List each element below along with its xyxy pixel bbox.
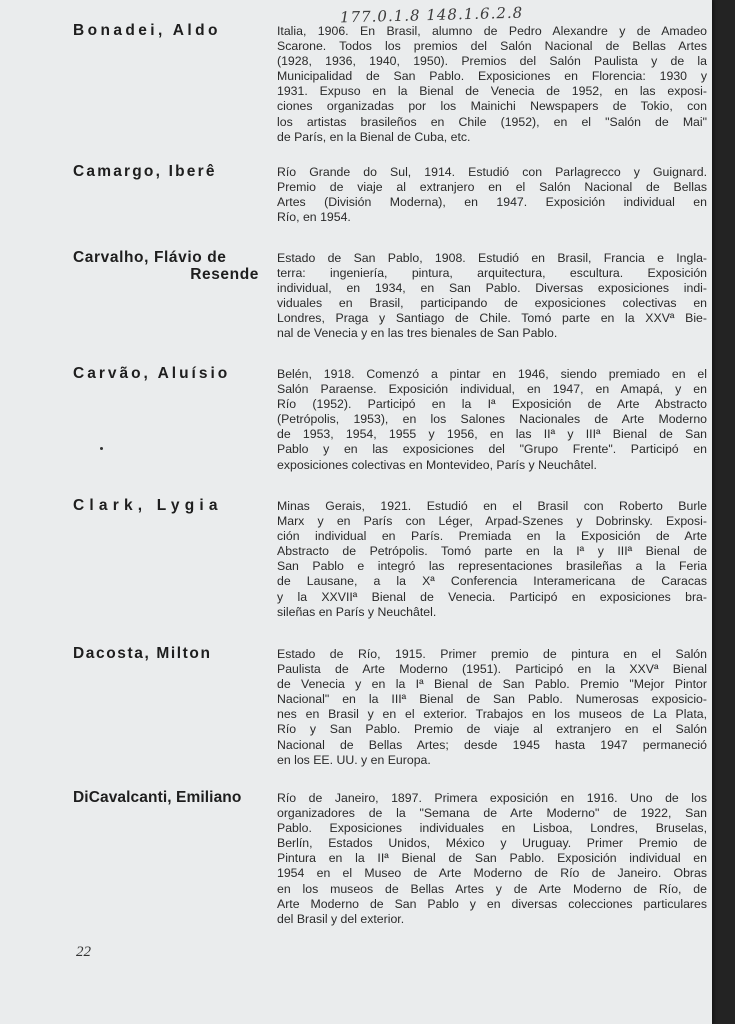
biography-line: nal de Venecia y en las tres bienales de San Pablo. [277, 326, 558, 341]
biography-line: de Lausane, a la Xª Conferencia Interamericana de Caracas [277, 574, 707, 589]
biography-line: Abstracto de Petrópolis. Tomó parte en la Iª y IIIª Bienal de [277, 544, 707, 559]
biography-line: en los EE. UU. y en Europa. [277, 752, 431, 767]
biography-line: 1931. Expuso en la Bienal de Venecia de 1952, en las exposi- [277, 84, 707, 99]
biography-line: Berlín, Estados Unidos, México y Uruguay. Primer Premio de [277, 836, 707, 851]
artist-name-line: Camargo, Iberê [73, 163, 217, 180]
artist-name [73, 645, 259, 662]
biography-line: Río, en 1954. [277, 210, 351, 225]
biography-line: Río Grande do Sul, 1914. Estudió con Parlagrecco y Guignard. [277, 165, 707, 179]
page-number: 22 [76, 944, 91, 960]
artist-name-line: Carvalho, Flávio de [73, 249, 227, 266]
biography-line: Estado de Río, 1915. Primer premio de pintura en el Salón [277, 647, 707, 661]
artist-name [73, 249, 259, 283]
biography-line: de 1953, 1954, 1955 y 1956, en las IIª y IIIª Bienal de San [277, 427, 707, 442]
artist-name [73, 497, 259, 514]
artist-biography [277, 367, 707, 473]
biography-line: (Petrópolis, 1953), en los Salones Nacionales de Arte Moderno [277, 412, 707, 427]
biography-line: nes en Brasil y en el exterior. Trabajos en los museos de La Plata, [277, 707, 707, 722]
artist-biography [277, 791, 707, 927]
biography-line: Artes (División Moderna), en 1947. Exposición individual en [277, 195, 707, 210]
biography-line: Arte Moderno de San Pablo y en diversas colecciones particulares [277, 896, 707, 911]
biography-line: en los museos de Bellas Artes y de Arte Moderno de Río, de [277, 881, 707, 896]
biography-line: 1954 en el Museo de Arte Moderno de Río de Janeiro. Obras [277, 866, 707, 881]
artist-biography [277, 165, 707, 225]
artist-name [73, 163, 259, 180]
biography-line: Belén, 1918. Comenzó a pintar en 1946, siendo premiado en el [277, 367, 707, 381]
biography-line: de Venecia y en la Iª Bienal de San Pablo. Premio "Mejor Pintor [277, 677, 707, 692]
biography-line: Nacional" en la IIIª Bienal de San Pablo. Numerosas exposicio- [277, 692, 707, 707]
artist-biography [277, 251, 707, 342]
biography-line: exposiciones colectivas en Montevideo, París y Neuchâtel. [277, 457, 597, 472]
biography-line: Marx y en París con Léger, Arpad-Szenes y Dobrinsky. Exposi- [277, 514, 707, 529]
artist-biography [277, 24, 707, 145]
biography-line: Río de Janeiro, 1897. Primera exposición en 1916. Uno de los [277, 791, 707, 805]
biography-line: ciones organizadas por los Mainichi Newspapers de Tokio, con [277, 99, 707, 114]
artist-name-line: Clark, Lygia [73, 497, 223, 514]
biography-line: organizadores de la "Semana de Arte Moderno" de 1922, San [277, 806, 707, 821]
artist-biography [277, 647, 707, 768]
biography-line: terra: ingeniería, pintura, arquitectura, escultura. Exposición [277, 266, 707, 281]
biography-line: Italia, 1906. En Brasil, alumno de Pedro Alexandre y de Amadeo [277, 24, 707, 38]
biography-line: viduales en Brasil, participando de exposiciones colectivas en [277, 296, 707, 311]
biography-line: Pintura en la IIª Bienal de San Pablo. Exposición individual en [277, 851, 707, 866]
biography-line: Municipalidad de San Pablo. Exposiciones en Florencia: 1930 y [277, 69, 707, 84]
biography-line: de París, en la Bienal de Cuba, etc. [277, 129, 471, 144]
biography-line: ción individual en París. Premiada en la Exposición de Arte [277, 529, 707, 544]
biography-line: Nacional de Bellas Artes; desde 1945 hasta 1947 permaneció [277, 737, 707, 752]
biography-line: Río (1952). Participó en la Iª Exposición de Arte Abstracto [277, 397, 707, 412]
artist-biography [277, 499, 707, 620]
biography-line: individual, en 1934, en San Pablo. Diversas exposiciones indi- [277, 281, 707, 296]
biography-line: (1928, 1936, 1940, 1950). Premios del Salón Paulista y de la [277, 54, 707, 69]
artist-name-line: Bonadei, Aldo [73, 22, 221, 39]
artist-name-line: Dacosta, Milton [73, 645, 212, 662]
biography-line: Paulista de Arte Moderno (1951). Participó en la XXVª Bienal [277, 662, 707, 677]
biography-line: Río y San Pablo. Premio de viaje al extranjero en el Salón [277, 722, 707, 737]
biography-line: Minas Gerais, 1921. Estudió en el Brasil con Roberto Burle [277, 499, 707, 513]
biography-line: sileñas en París y Neuchâtel. [277, 604, 437, 619]
biography-line: Estado de San Pablo, 1908. Estudió en Brasil, Francia e Ingla- [277, 251, 707, 265]
artist-name [73, 789, 259, 806]
biography-line: los artistas brasileños en Chile (1952), en el "Salón de Mai" [277, 114, 707, 129]
artist-name-line: Resende [190, 266, 259, 283]
biography-line: Salón Paraense. Exposición individual, en 1947, en Amapá, y en [277, 382, 707, 397]
biography-line: San Pablo e integró las representaciones brasileñas a la Feria [277, 559, 707, 574]
biography-line: Pablo y en las exposiciones del "Grupo Frente". Participó en [277, 442, 707, 457]
artist-name [73, 365, 259, 382]
biography-line: Premio de viaje al extranjero en el Salón Nacional de Bellas [277, 180, 707, 195]
artist-name [73, 22, 259, 39]
ink-mark [100, 447, 103, 450]
biography-line: y la XXVIIª Bienal de Venecia. Participó en exposiciones bra- [277, 589, 707, 604]
biography-line: Scarone. Todos los premios del Salón Nacional de Bellas Artes [277, 39, 707, 54]
biography-line: Pablo. Exposiciones individuales en Lisboa, Londres, Bruselas, [277, 821, 707, 836]
artist-name-line: Carvão, Aluísio [73, 365, 231, 382]
biography-line: Londres, Praga y Santiago de Chile. Tomó parte en la XXVª Bie- [277, 311, 707, 326]
handwritten-catalog-number: 177.0.1.8 148.1.6.2.8 [339, 3, 524, 27]
artist-name-line: DiCavalcanti, Emiliano [73, 789, 242, 806]
biography-line: del Brasil y del exterior. [277, 911, 405, 926]
